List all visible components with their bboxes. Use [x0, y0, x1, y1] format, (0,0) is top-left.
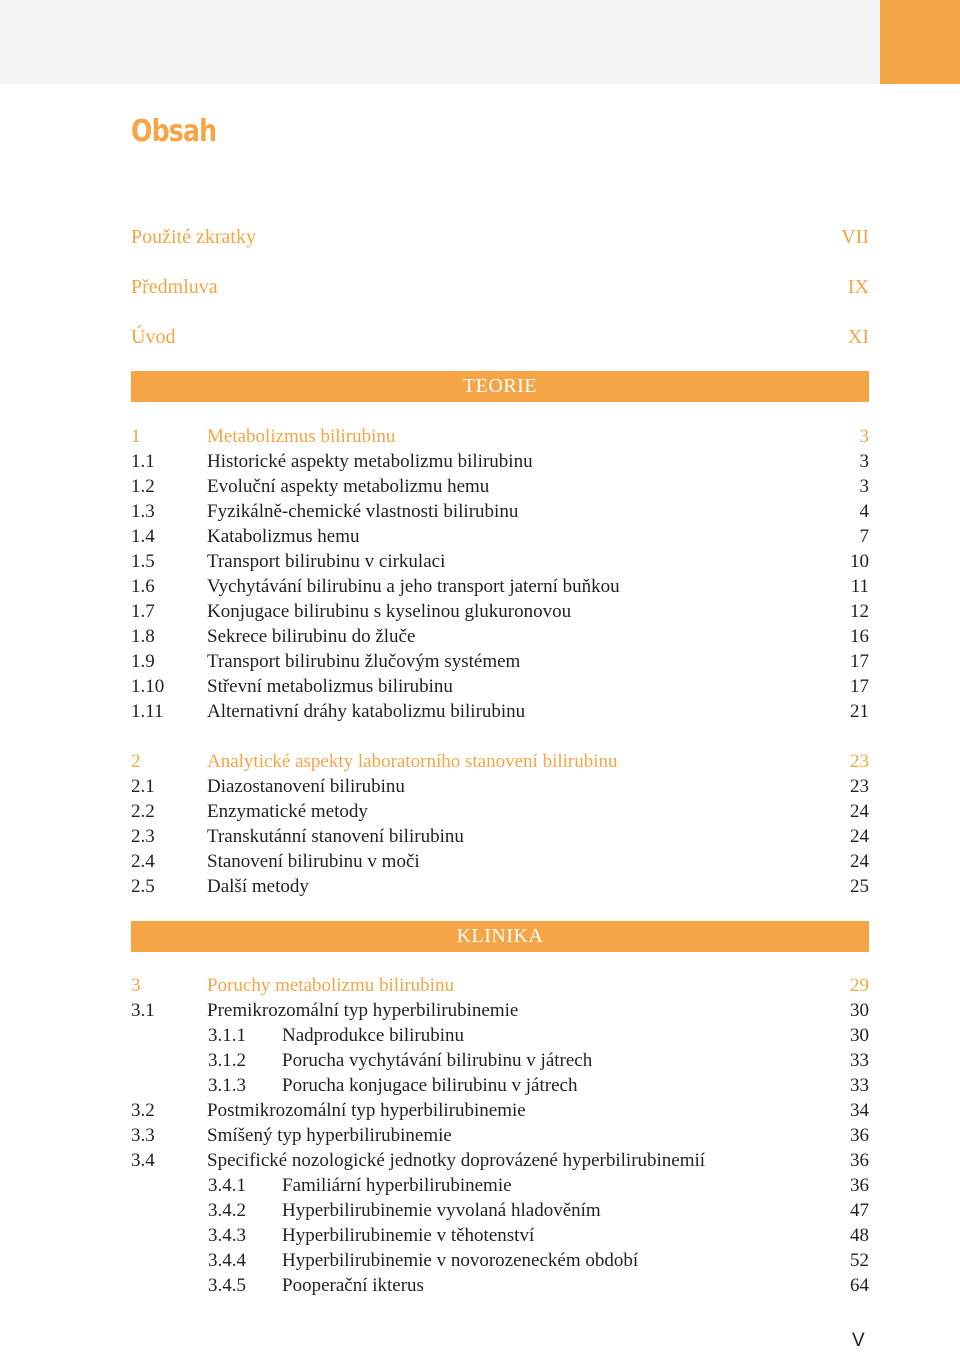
- toc-number: 3.1.3: [208, 1075, 246, 1096]
- toc-number: 3: [131, 975, 141, 996]
- toc-number: 1: [131, 426, 141, 447]
- toc-number: 1.2: [131, 476, 155, 497]
- toc-page: 47: [850, 1200, 869, 1221]
- page-number: V: [852, 1330, 865, 1351]
- toc-number: 1.4: [131, 526, 155, 547]
- toc-entry-uvod[interactable]: [131, 326, 869, 352]
- toc-page: 48: [850, 1225, 869, 1246]
- toc-subrow[interactable]: [131, 1275, 869, 1300]
- toc-number: 3.4: [131, 1150, 155, 1171]
- toc-label: Fyzikálně-chemické vlastnosti bilirubinu: [207, 501, 519, 522]
- toc-page: 17: [850, 651, 869, 672]
- toc-page: 16: [850, 626, 869, 647]
- toc-page: 7: [859, 526, 869, 547]
- toc-page: 30: [850, 1025, 869, 1046]
- toc-row[interactable]: [131, 1150, 869, 1175]
- toc-number: 3.2: [131, 1100, 155, 1121]
- toc-label: Evoluční aspekty metabolizmu hemu: [207, 476, 490, 497]
- toc-number: 1.8: [131, 626, 155, 647]
- toc-number: 2.4: [131, 851, 155, 872]
- toc-page: 11: [850, 576, 869, 597]
- toc-number: 2.1: [131, 776, 155, 797]
- toc-subrow[interactable]: [131, 1050, 869, 1075]
- toc-page: 17: [850, 676, 869, 697]
- toc-row[interactable]: [131, 451, 869, 476]
- toc-label: Hyperbilirubinemie v novorozeneckém období: [282, 1250, 639, 1271]
- toc-page: 21: [850, 701, 869, 722]
- toc-number: 1.11: [131, 701, 164, 722]
- toc-label: Vychytávání bilirubinu a jeho transport jaterní buňkou: [207, 576, 620, 597]
- toc-chapter-3[interactable]: [131, 975, 869, 1000]
- toc-number: 3.1.2: [208, 1050, 246, 1071]
- toc-row[interactable]: [131, 576, 869, 601]
- toc-number: 2.2: [131, 801, 155, 822]
- toc-chapters-1-2: [131, 426, 869, 901]
- toc-page: 3: [859, 476, 869, 497]
- toc-label: Další metody: [207, 876, 309, 897]
- toc-label: Analytické aspekty laboratorního stanovení bilirubinu: [207, 751, 618, 772]
- toc-label: Postmikrozomální typ hyperbilirubinemie: [207, 1100, 526, 1121]
- toc-row[interactable]: [131, 551, 869, 576]
- toc-page: 52: [850, 1250, 869, 1271]
- toc-page: 29: [850, 975, 869, 996]
- toc-subrow[interactable]: [131, 1225, 869, 1250]
- toc-number: 2.3: [131, 826, 155, 847]
- toc-entry-predmluva[interactable]: [131, 276, 869, 302]
- toc-subrow[interactable]: [131, 1075, 869, 1100]
- toc-label: Historické aspekty metabolizmu bilirubinu: [207, 451, 533, 472]
- toc-label: Hyperbilirubinemie v těhotenství: [282, 1225, 535, 1246]
- toc-row[interactable]: [131, 676, 869, 701]
- toc-page: 3: [859, 451, 869, 472]
- toc-row[interactable]: [131, 851, 869, 876]
- toc-number: 3.4.5: [208, 1275, 246, 1296]
- toc-page: 23: [850, 751, 869, 772]
- toc-label: Smíšený typ hyperbilirubinemie: [207, 1125, 452, 1146]
- toc-number: 1.3: [131, 501, 155, 522]
- toc-page: 3: [859, 426, 869, 447]
- toc-number: 3.4.2: [208, 1200, 246, 1221]
- toc-label: Diazostanovení bilirubinu: [207, 776, 405, 797]
- toc-number: 3.4.4: [208, 1250, 246, 1271]
- toc-page: 12: [850, 601, 869, 622]
- toc-page: 24: [850, 801, 869, 822]
- toc-row[interactable]: [131, 826, 869, 851]
- toc-label: Alternativní dráhy katabolizmu bilirubinu: [207, 701, 526, 722]
- toc-label: Stanovení bilirubinu v moči: [207, 851, 420, 872]
- toc-number: 1.7: [131, 601, 155, 622]
- toc-number: 1.5: [131, 551, 155, 572]
- section-bar-teorie: TEORIE: [131, 371, 869, 402]
- toc-subrow[interactable]: [131, 1175, 869, 1200]
- toc-label: Nadprodukce bilirubinu: [282, 1025, 465, 1046]
- toc-row[interactable]: [131, 801, 869, 826]
- toc-row[interactable]: [131, 501, 869, 526]
- toc-label: Metabolizmus bilirubinu: [207, 426, 396, 447]
- toc-entry-page: XI: [847, 326, 869, 348]
- toc-label: Katabolizmus hemu: [207, 526, 360, 547]
- toc-number: 3.4.3: [208, 1225, 246, 1246]
- toc-subrow[interactable]: [131, 1250, 869, 1275]
- toc-row[interactable]: [131, 1000, 869, 1025]
- toc-page: 30: [850, 1000, 869, 1021]
- toc-row[interactable]: [131, 1125, 869, 1150]
- toc-number: 1.10: [131, 676, 165, 697]
- toc-page: 34: [850, 1100, 869, 1121]
- toc-number: 2: [131, 751, 141, 772]
- toc-page: 36: [850, 1125, 869, 1146]
- toc-label: Porucha konjugace bilirubinu v játrech: [282, 1075, 578, 1096]
- page-title: Obsah: [131, 114, 217, 149]
- toc-label: Pooperační ikterus: [282, 1275, 424, 1296]
- toc-label: Familiární hyperbilirubinemie: [282, 1175, 512, 1196]
- toc-page: 24: [850, 851, 869, 872]
- toc-number: 3.3: [131, 1125, 155, 1146]
- toc-number: 3.4.1: [208, 1175, 246, 1196]
- toc-row[interactable]: [131, 626, 869, 651]
- toc-label: Specifické nozologické jednotky doprovázené hyperbilirubinemií: [207, 1150, 706, 1171]
- toc-label: Hyperbilirubinemie vyvolaná hladověním: [282, 1200, 601, 1221]
- toc-label: Porucha vychytávání bilirubinu v játrech: [282, 1050, 593, 1071]
- toc-label: Transkutánní stanovení bilirubinu: [207, 826, 464, 847]
- toc-row[interactable]: [131, 651, 869, 676]
- toc-subrow[interactable]: [131, 1200, 869, 1225]
- spacer: [131, 726, 869, 751]
- toc-label: Premikrozomální typ hyperbilirubinemie: [207, 1000, 519, 1021]
- toc-row[interactable]: [131, 476, 869, 501]
- toc-label: Enzymatické metody: [207, 801, 368, 822]
- toc-page: 10: [850, 551, 869, 572]
- toc-row[interactable]: [131, 601, 869, 626]
- section-bar-klinika: KLINIKA: [131, 921, 869, 952]
- toc-label: Sekrece bilirubinu do žluče: [207, 626, 416, 647]
- top-band: [0, 0, 960, 84]
- toc-entry-label: Použité zkratky: [131, 226, 256, 248]
- toc-number: 1.9: [131, 651, 155, 672]
- toc-entry-zkratky[interactable]: [131, 226, 869, 252]
- toc-row[interactable]: [131, 526, 869, 551]
- toc-subrow[interactable]: [131, 1025, 869, 1050]
- toc-page: 36: [850, 1175, 869, 1196]
- corner-tab: [880, 0, 960, 84]
- toc-entry-page: IX: [847, 276, 869, 298]
- toc-chapter-2[interactable]: [131, 751, 869, 776]
- toc-page: 25: [850, 876, 869, 897]
- toc-label: Transport bilirubinu žlučovým systémem: [207, 651, 521, 672]
- toc-page: 4: [859, 501, 869, 522]
- toc-page: 33: [850, 1075, 869, 1096]
- toc-row[interactable]: [131, 1100, 869, 1125]
- toc-page: 36: [850, 1150, 869, 1171]
- toc-row[interactable]: [131, 701, 869, 726]
- toc-row[interactable]: [131, 776, 869, 801]
- toc-label: Střevní metabolizmus bilirubinu: [207, 676, 453, 697]
- toc-row[interactable]: [131, 876, 869, 901]
- toc-chapter-1[interactable]: [131, 426, 869, 451]
- toc-label: Konjugace bilirubinu s kyselinou glukuronovou: [207, 601, 572, 622]
- toc-number: 1.1: [131, 451, 155, 472]
- toc-number: 3.1.1: [208, 1025, 246, 1046]
- toc-page: 24: [850, 826, 869, 847]
- toc-number: 3.1: [131, 1000, 155, 1021]
- toc-page: 23: [850, 776, 869, 797]
- toc-page: 33: [850, 1050, 869, 1071]
- toc-page: 64: [850, 1275, 869, 1296]
- toc-entry-page: VII: [841, 226, 869, 248]
- toc-number: 1.6: [131, 576, 155, 597]
- toc-chapter-3-list: [131, 975, 869, 1300]
- toc-entry-label: Předmluva: [131, 276, 218, 298]
- toc-label: Transport bilirubinu v cirkulaci: [207, 551, 446, 572]
- toc-entry-label: Úvod: [131, 326, 176, 348]
- toc-number: 2.5: [131, 876, 155, 897]
- toc-label: Poruchy metabolizmu bilirubinu: [207, 975, 454, 996]
